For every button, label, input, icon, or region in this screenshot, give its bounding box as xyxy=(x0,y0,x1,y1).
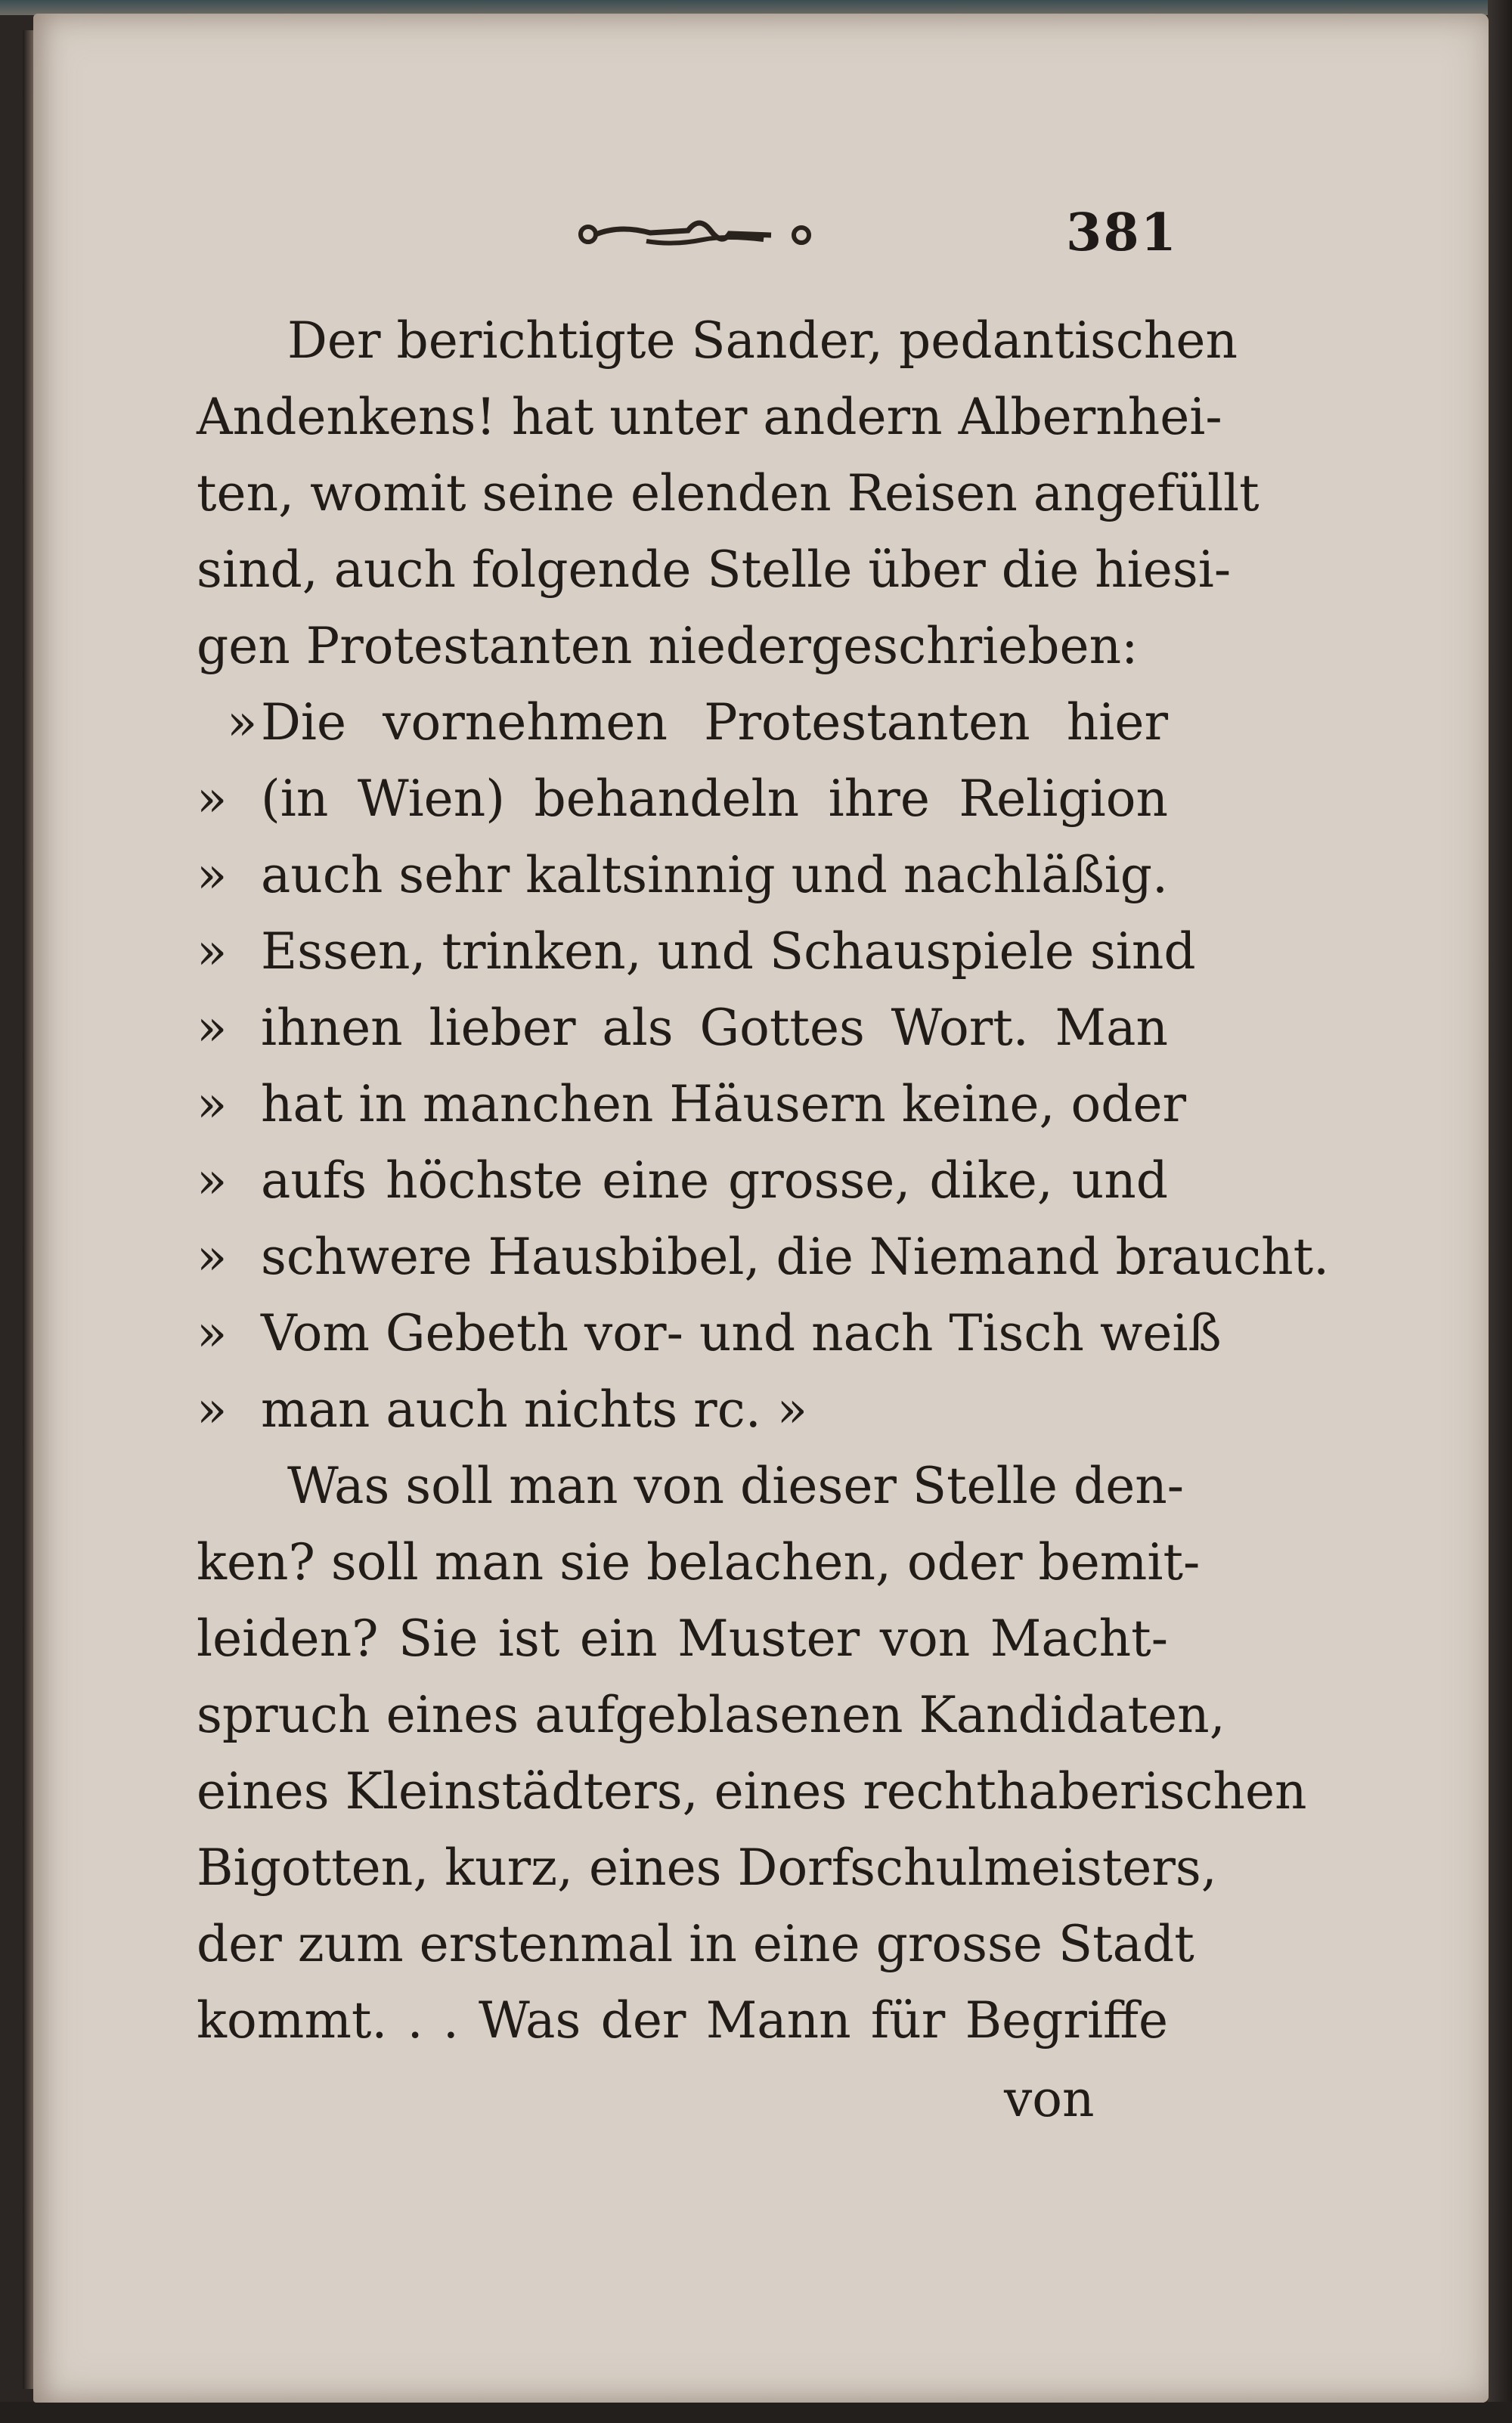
quote-line xyxy=(197,1066,1187,1142)
quote-line xyxy=(197,1295,1222,1371)
text-line: Andenkens! hat unter andern Albernhei- xyxy=(197,388,1222,446)
quote-line xyxy=(197,1371,1168,1448)
quote-text: man auch nichts rc. » xyxy=(261,1380,808,1439)
binding-edge-left xyxy=(23,30,33,2389)
quote-line xyxy=(197,837,1168,913)
quote-mark: » xyxy=(227,693,258,751)
header-ornament xyxy=(575,208,816,261)
quote-line xyxy=(197,913,1196,990)
text-line: leiden? Sie ist ein Muster von Macht- xyxy=(197,1610,1168,1668)
quote-line xyxy=(197,761,1168,837)
text-line: eines Kleinstädters, eines rechthaberischen xyxy=(197,1762,1307,1820)
quote-mark: » xyxy=(197,1380,228,1439)
quote-text: (in Wien) behandeln ihre Religion xyxy=(261,770,1168,828)
quote-text: hat in manchen Häusern keine, oder xyxy=(261,1075,1187,1133)
quote-mark: » xyxy=(197,999,228,1057)
book-edge-bottom xyxy=(0,2402,1512,2423)
text-line: ken? soll man sie belachen, oder bemit- xyxy=(197,1533,1201,1591)
text-line: Was soll man von dieser Stelle den- xyxy=(287,1457,1185,1515)
quote-line xyxy=(197,990,1168,1066)
book-edge-right xyxy=(1488,0,1512,2423)
quote-mark: » xyxy=(197,770,228,828)
quote-line xyxy=(197,684,1168,761)
quote-text: schwere Hausbibel, die Niemand braucht. xyxy=(261,1228,1330,1286)
text-line: spruch eines aufgeblasenen Kandidaten, xyxy=(197,1686,1225,1744)
quote-text: aufs höchste eine grosse, dike, und xyxy=(261,1151,1168,1210)
page-number: 381 xyxy=(1066,203,1178,263)
text-line: Der berichtigte Sander, pedantischen xyxy=(287,311,1238,370)
quote-mark: » xyxy=(197,922,228,981)
quote-line xyxy=(197,1219,1330,1295)
quote-text: ihnen lieber als Gottes Wort. Man xyxy=(261,999,1168,1057)
quote-text: Essen, trinken, und Schauspiele sind xyxy=(261,922,1196,981)
catchword: von xyxy=(1004,2070,1095,2128)
quote-mark: » xyxy=(197,1304,228,1362)
quote-mark: » xyxy=(197,1228,228,1286)
quote-mark: » xyxy=(197,1075,228,1133)
quote-text: Die vornehmen Protestanten hier xyxy=(261,693,1168,751)
quote-text: auch sehr kaltsinnig und nachläßig. xyxy=(261,846,1169,904)
quote-text: Vom Gebeth vor- und nach Tisch weiß xyxy=(261,1304,1222,1362)
text-line: gen Protestanten niedergeschrieben: xyxy=(197,617,1139,675)
text-line: ten, womit seine elenden Reisen angefüllt xyxy=(197,464,1259,522)
text-line: Bigotten, kurz, eines Dorfschulmeisters, xyxy=(197,1839,1217,1897)
body-text xyxy=(197,302,1330,2059)
quote-mark: » xyxy=(197,846,228,904)
quote-line xyxy=(197,1142,1168,1219)
text-line: der zum erstenmal in eine grosse Stadt xyxy=(197,1915,1194,1973)
text-line: sind, auch folgende Stelle über die hiesi- xyxy=(197,541,1232,599)
binding-edge-top xyxy=(0,0,1512,15)
text-line: kommt. . . Was der Mann für Begriffe xyxy=(197,1991,1168,2050)
quote-mark: » xyxy=(197,1151,228,1210)
